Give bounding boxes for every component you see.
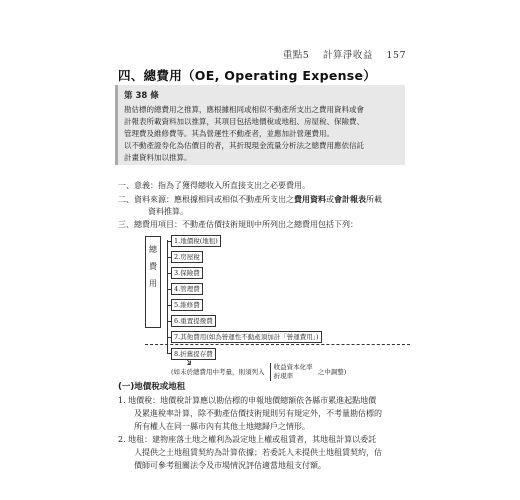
article-title: 第 38 條 [124,91,159,101]
list-item-cont: 資料推算。 [148,207,188,216]
paragraph-line: 2. 地租：建物座落土地之權利為設定地上權或租賃者，其地租計算以委託 [118,435,377,444]
group-char: 用 [149,279,157,288]
group-box [145,236,161,328]
regulation-box [115,85,405,165]
emphasis: 費用資料 [294,193,326,204]
page-number: 157 [386,50,406,61]
list-text: 所載 [366,194,382,204]
expense-item: 6.重置提撥費 [171,315,216,327]
definition-list [118,180,408,231]
list-item [118,193,408,207]
paragraph-line: 所有權人在同一縣市內有其他土地總歸戶之情形。 [134,422,310,431]
chapter-title: 計算淨收益 [322,50,373,61]
expense-item: 1.地價稅(地租) [171,235,221,247]
paragraph-line: 人提供之土地租賃契約為計算依據；若委託人未提供土地租賃契約，估 [134,448,382,457]
running-header [273,47,406,61]
chapter-label: 重點5 [282,50,310,61]
article-line: 勘估標的總費用之推算，應根據相同或相似不動產所支出之費用資料或會 [124,105,364,114]
expense-item: 7.其他費用(如為營運性不動產須加計「營運費用」) [171,331,322,343]
section-heading: 四、總費用（OE, Operating Expense） [118,68,377,83]
article-line: 計畫資料加以推算。 [124,153,192,162]
expense-item: 3.保險費 [171,267,203,279]
expense-diagram [145,228,410,378]
group-char: 總 [149,245,157,254]
note-brace [270,363,313,381]
expense-item: 4.管理費 [171,283,203,295]
paragraph-line: 及累進稅率計算，除不動產估價技術規則另有規定外，不考量勘估標的 [134,409,382,418]
article-line: 管理費及維修費等。其為營運性不動產者，並應加計營運費用。 [124,129,334,138]
paragraph-line: 價師可參考租關法令及市場情況評估適當地租支付額。 [134,461,326,470]
paragraph-line: 1. 地價稅：地價稅計算應以勘估標的申報地價總額依各縣市累進起點地價 [118,396,377,405]
emphasis: 會計報表 [334,193,366,204]
expense-item: 8.折舊提存費 [171,348,216,360]
article-text [124,104,405,164]
article-line: 計報表所載資料加以推算，其項目包括地價稅或地租、房屋稅、保險費、 [124,117,364,126]
note-option: 收益資本化率 [273,363,313,371]
subsection-heading: (一)地價稅或地租 [118,382,186,392]
list-text: 或 [326,194,334,204]
note-text: (如未於總費用中考量，則須列入 [171,368,265,376]
list-text: 二、資料來源：應根據相同或相似不動產所支出之 [118,194,294,204]
expense-item: 2.房屋稅 [171,251,203,263]
list-item: 一、意義：指為了獲得總收入所直接支出之必要費用。 [118,181,310,190]
group-char: 費 [149,262,157,271]
subsection-body [118,394,408,472]
note-text: 之中調整) [317,368,347,376]
expense-item: 5.維修費 [171,299,203,311]
list-item: 三、總費用項目：不動產估價技術規則中所列出之總費用包括下列： [118,219,358,229]
note-option: 折現率 [273,372,294,380]
dashed-divider [145,344,410,345]
depreciation-note [171,363,346,381]
article-line: 以不動產證券化為估價目的者，其折現現金流量分析法之總費用應依信託 [124,141,364,150]
